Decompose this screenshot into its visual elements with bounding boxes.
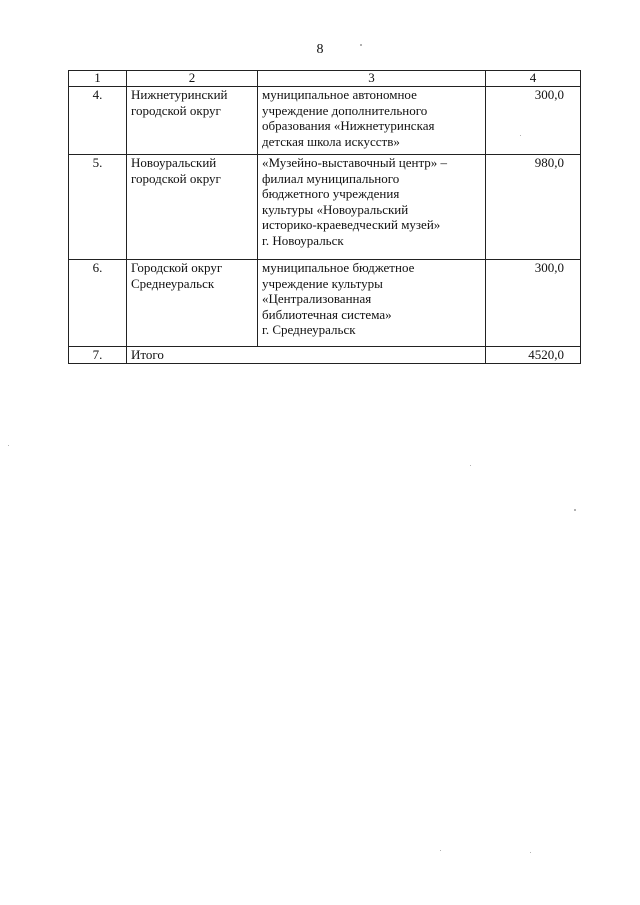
table-row	[69, 155, 581, 260]
institution-cell: муниципальное бюджетное учреждение культуры «Централизованная библиотечная система» г. Среднеуральск	[258, 260, 486, 347]
total-row	[69, 347, 581, 364]
total-amount: 4520,0	[486, 347, 581, 364]
allocation-table	[68, 70, 581, 364]
municipality-cell: Новоуральский городской округ	[127, 155, 258, 260]
column-header: 3	[258, 71, 486, 87]
page-number: 8	[316, 42, 324, 57]
amount-cell: 300,0	[486, 87, 581, 155]
table-header-row	[69, 71, 581, 87]
institution-cell: «Музейно-выставочный центр» – филиал муниципального бюджетного учреждения культуры «Новоуральский историко-краеведческий музей» г. Новоуральск	[258, 155, 486, 260]
scan-speck	[574, 509, 576, 511]
row-number: 6.	[69, 260, 127, 347]
municipality-cell: Городской округ Среднеуральск	[127, 260, 258, 347]
column-header: 1	[69, 71, 127, 87]
row-number: 5.	[69, 155, 127, 260]
scan-speck	[8, 445, 9, 446]
column-header: 2	[127, 71, 258, 87]
table-row	[69, 87, 581, 155]
scan-speck	[360, 44, 362, 46]
institution-cell: муниципальное автономное учреждение дополнительного образования «Нижнетуринская детская школа искусств»	[258, 87, 486, 155]
municipality-cell: Нижнетуринский городской округ	[127, 87, 258, 155]
total-label: Итого	[127, 347, 486, 364]
amount-cell: 300,0	[486, 260, 581, 347]
scan-speck	[520, 135, 521, 136]
scan-speck	[440, 850, 441, 851]
table-row	[69, 260, 581, 347]
row-number: 4.	[69, 87, 127, 155]
scan-speck	[470, 465, 471, 466]
row-number: 7.	[69, 347, 127, 364]
column-header: 4	[486, 71, 581, 87]
amount-cell: 980,0	[486, 155, 581, 260]
scan-speck	[530, 852, 531, 853]
